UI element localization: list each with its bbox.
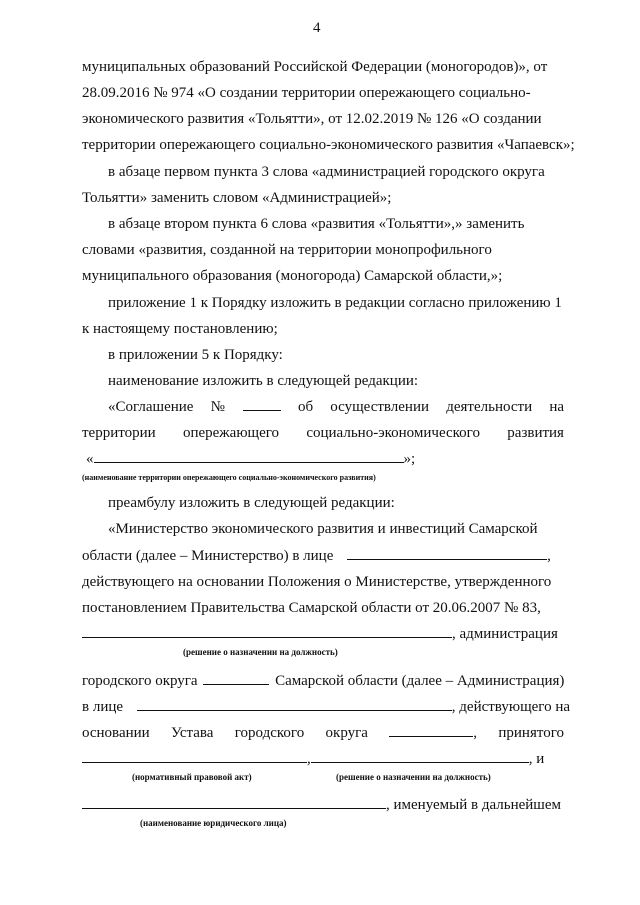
word: , — [389, 724, 477, 742]
word: территории — [82, 425, 156, 441]
text-line-18: «Министерство экономического развития и инвестиций Самарской — [108, 521, 538, 537]
caption-territory: (наименование территории опережающего социально-экономического развития) — [82, 473, 376, 482]
comma: , — [547, 548, 551, 564]
caption-decision-2: (решение о назначении на должность) — [336, 772, 491, 782]
representative-blank — [347, 547, 547, 560]
word: об — [297, 399, 314, 415]
text-line-14 — [108, 398, 564, 416]
text-line-6: Тольятти» заменить словом «Администрацией»; — [82, 190, 392, 206]
text-line-5: в абзаце первом пункта 3 слова «администрацией городского округа — [108, 164, 545, 180]
text-line-2: 28.09.2016 № 974 «О создании территории опережающего социально- — [82, 85, 531, 101]
word: развития — [507, 425, 564, 441]
text: , администрация — [452, 626, 558, 642]
text-line-26 — [82, 750, 544, 768]
text-line-25 — [82, 724, 564, 742]
word: осуществлении — [330, 399, 430, 415]
charter-blank — [389, 724, 473, 737]
comma: , — [307, 751, 311, 767]
word: городского — [234, 725, 305, 741]
text-line-7: в абзаце втором пункта 6 слова «развития «Тольятти»,» заменить — [108, 216, 525, 232]
word: округа — [325, 725, 368, 741]
number-blank — [243, 398, 281, 411]
text-line-10: приложение 1 к Порядку изложить в редакции согласно приложению 1 — [108, 295, 562, 311]
territory-name-blank — [94, 450, 404, 463]
decision-blank-2 — [311, 750, 529, 763]
text-line-17: преамбулу изложить в следующей редакции: — [108, 495, 395, 511]
text-line-23 — [82, 672, 564, 690]
close-quote: »; — [403, 451, 416, 467]
text-line-19 — [82, 547, 551, 565]
word: «Соглашение — [108, 399, 194, 415]
text-line-9: муниципального образования (моногорода) Самарской области,»; — [82, 268, 503, 284]
word: Устава — [171, 725, 214, 741]
word: деятельности — [446, 399, 533, 415]
text-line-16 — [86, 450, 415, 468]
text: в лице — [82, 699, 124, 715]
decision-blank — [82, 625, 452, 638]
word: № — [211, 398, 281, 416]
text: Самарской области (далее – Администрация) — [275, 673, 565, 689]
text-line-3: экономического развития «Тольятти», от 12.02.2019 № 126 «О создании — [82, 111, 542, 127]
text-line-13: наименование изложить в следующей редакции: — [108, 373, 419, 389]
text-line-24 — [82, 698, 570, 716]
text-line-1: муниципальных образований Российской Федерации (моногородов)», от — [82, 59, 548, 75]
text-line-27 — [82, 796, 561, 814]
text: , и — [528, 751, 545, 767]
legal-act-blank — [82, 750, 307, 763]
text: городского округа — [82, 673, 198, 689]
text: , именуемый в дальнейшем — [386, 797, 562, 813]
city-district-blank — [203, 672, 269, 685]
caption-legal-entity: (наименование юридического лица) — [140, 818, 287, 828]
text-line-15 — [82, 424, 564, 442]
text-line-21: постановлением Правительства Самарской области от 20.06.2007 № 83, — [82, 600, 541, 616]
text: области (далее – Министерство) в лице — [82, 548, 334, 564]
page-number: 4 — [313, 20, 321, 36]
caption-legal-act: (нормативный правовой акт) — [132, 772, 252, 782]
text-line-11: к настоящему постановлению; — [82, 321, 278, 337]
word: социально-экономического — [306, 425, 480, 441]
word: принятого — [498, 725, 564, 741]
open-quote: « — [86, 451, 94, 467]
text-line-20: действующего на основании Положения о Министерстве, утвержденного — [82, 574, 552, 590]
head-name-blank — [137, 698, 452, 711]
word: основании — [82, 725, 150, 741]
text: , действующего на — [451, 699, 571, 715]
word: на — [549, 399, 564, 415]
text-line-12: в приложении 5 к Порядку: — [108, 347, 283, 363]
text-line-4: территории опережающего социально-экономического развития «Чапаевск»; — [82, 137, 575, 153]
text-line-8: словами «развития, созданной на территории монопрофильного — [82, 242, 492, 258]
legal-entity-blank — [82, 796, 386, 809]
text-line-22 — [82, 625, 558, 643]
caption-decision-1: (решение о назначении на должность) — [183, 647, 338, 657]
word: опережающего — [182, 425, 280, 441]
